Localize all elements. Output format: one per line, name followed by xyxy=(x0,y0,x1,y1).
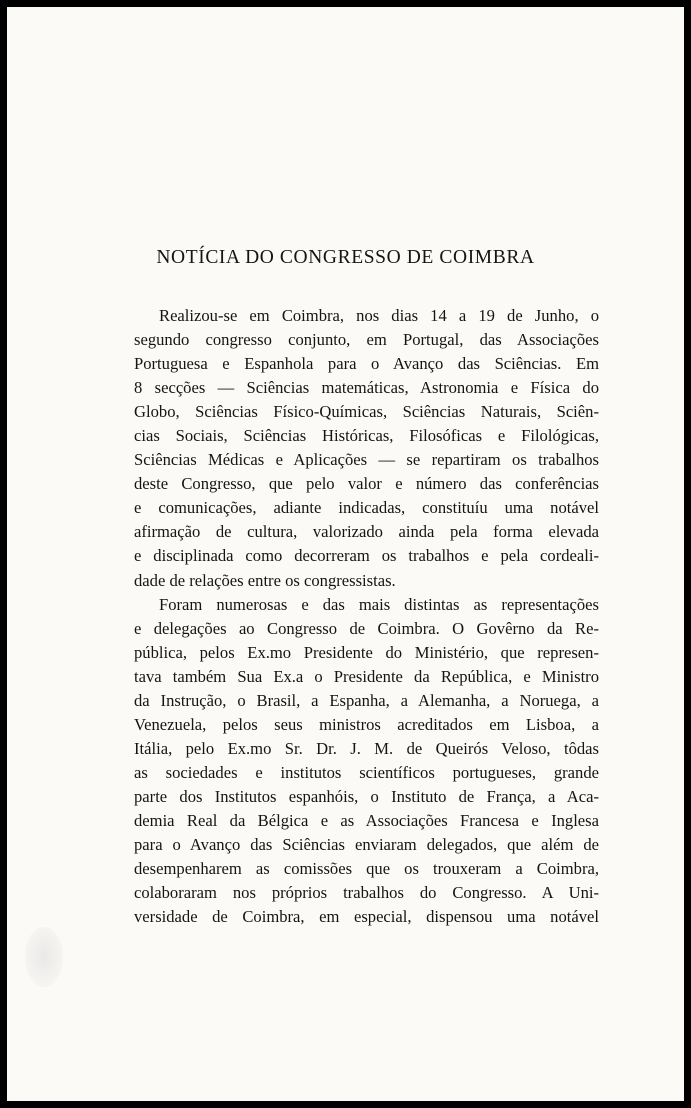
text-line: e disciplinada como decorreram os trabalhos e pela cordeali- xyxy=(134,546,599,566)
paragraph-1 xyxy=(134,304,599,593)
text-line: as sociedades e institutos scientíficos portugueses, grande xyxy=(134,762,599,782)
text-line: cias Sociais, Sciências Históricas, Filosóficas e Filológicas, xyxy=(134,426,599,446)
text-line: deste Congresso, que pelo valor e número das conferências xyxy=(134,474,599,494)
text-line: parte dos Institutos espanhóis, o Instituto de França, a Aca- xyxy=(134,786,599,806)
text-line: Itália, pelo Ex.mo Sr. Dr. J. M. de Queirós Veloso, tôdas xyxy=(134,738,599,758)
text-line: e delegações ao Congresso de Coimbra. O Govêrno da Re- xyxy=(134,618,599,638)
text-line: Globo, Sciências Físico-Químicas, Sciências Naturais, Sciên- xyxy=(134,402,599,422)
page-title: NOTÍCIA DO CONGRESSO DE COIMBRA xyxy=(156,247,535,268)
text-line: Venezuela, pelos seus ministros acreditados em Lisboa, a xyxy=(134,714,599,734)
text-line: colaboraram nos próprios trabalhos do Congresso. A Uni- xyxy=(134,883,599,903)
text-line: desempenharem as comissões que os trouxeram a Coimbra, xyxy=(134,859,599,879)
text-line: segundo congresso conjunto, em Portugal, das Associações xyxy=(134,330,599,350)
text-line: Foram numerosas e das mais distintas as representações xyxy=(159,594,599,614)
paper-stain xyxy=(25,927,63,987)
paragraph-2 xyxy=(134,593,599,930)
text-line: pública, pelos Ex.mo Presidente do Ministério, que represen- xyxy=(134,642,599,662)
text-line: Sciências Médicas e Aplicações — se repartiram os trabalhos xyxy=(134,450,599,470)
text-line: para o Avanço das Sciências enviaram delegados, que além de xyxy=(134,835,599,855)
text-line: demia Real da Bélgica e as Associações Francesa e Inglesa xyxy=(134,810,599,830)
text-line: 8 secções — Sciências matemáticas, Astronomia e Física do xyxy=(134,378,599,398)
text-line: tava também Sua Ex.a o Presidente da República, e Ministro xyxy=(134,666,599,686)
text-line: Portuguesa e Espanhola para o Avanço das Sciências. Em xyxy=(134,354,599,374)
text-line: Realizou-se em Coimbra, nos dias 14 a 19 de Junho, o xyxy=(159,306,599,325)
text-line: versidade de Coimbra, em especial, dispensou uma notável xyxy=(134,907,599,927)
text-line: da Instrução, o Brasil, a Espanha, a Alemanha, a Noruega, a xyxy=(134,690,599,710)
text-line: afirmação de cultura, valorizado ainda pela forma elevada xyxy=(134,522,599,542)
text-line: dade de relações entre os congressistas. xyxy=(134,570,396,590)
text-line: e comunicações, adiante indicadas, constituíu uma notável xyxy=(134,498,599,518)
body-text xyxy=(134,304,599,929)
document-page xyxy=(7,7,684,1101)
